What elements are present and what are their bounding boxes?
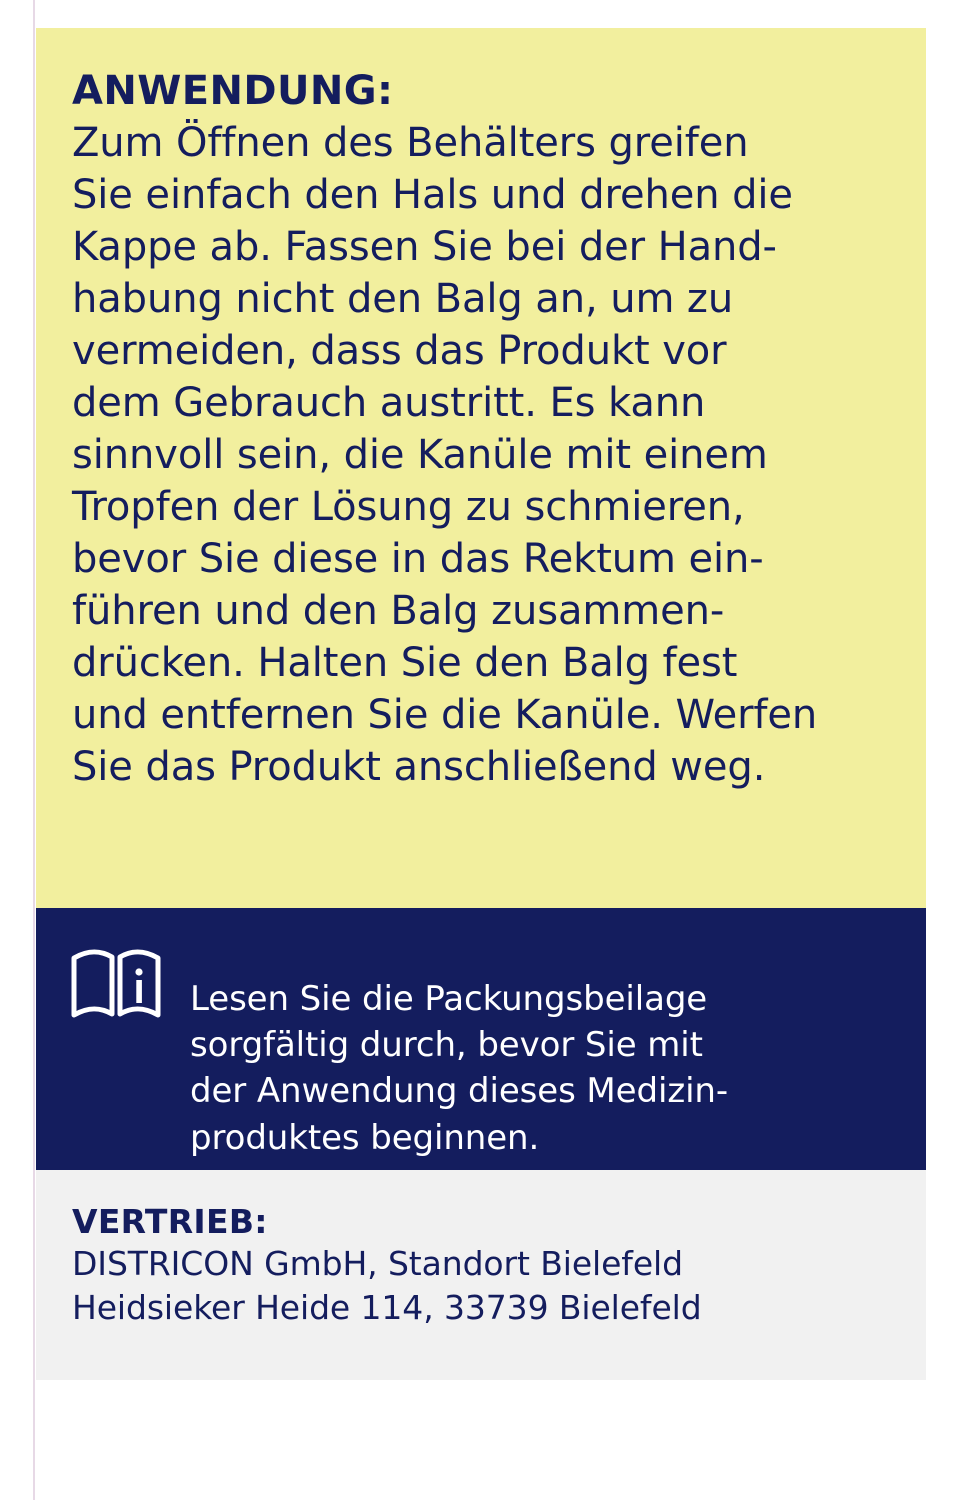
package-fold-line	[33, 0, 35, 1500]
application-heading: ANWENDUNG:	[72, 68, 394, 114]
distributor-heading: VERTRIEB:	[72, 1202, 268, 1241]
distributor-address: DISTRICON GmbH, Standort Bielefeld Heidsieker Heide 114, 33739 Bielefeld	[72, 1244, 702, 1328]
package-left-edge	[0, 0, 34, 1500]
application-body-text: Zum Öffnen des Behälters greifen Sie einfach den Hals und drehen die Kappe ab. Fassen Sie bei der Hand- habung nicht den Balg an, um zu vermeiden, dass das Produkt vor dem Gebrauch austritt. Es kann sinnvoll sein, die Kanüle mit einem Tropfen der Lösung zu schmieren, bevor Sie diese in das Rektum ein- führen und den Balg zusammen- drücken. Halten Sie den Balg fest und entfernen Sie die Kanüle. Werfen Sie das Produkt anschließend weg.	[72, 120, 818, 791]
application-panel	[36, 28, 926, 908]
label-content	[36, 0, 966, 1500]
leaflet-notice-text: Lesen Sie die Packungsbeilage sorgfältig durch, bevor Sie mit der Anwendung dieses Medizin- produktes beginnen.	[190, 979, 729, 1158]
bottom-blank-area	[36, 1380, 926, 1500]
distributor-panel	[36, 1170, 926, 1380]
read-instructions-icon	[70, 948, 162, 1022]
leaflet-notice-panel	[36, 908, 926, 1170]
